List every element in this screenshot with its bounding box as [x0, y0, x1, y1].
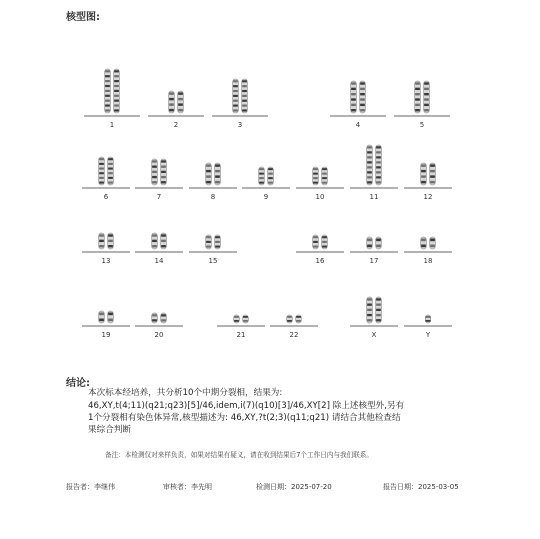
- chromosome-band: [233, 105, 238, 107]
- chromosome-band: [367, 239, 372, 242]
- chromosome-band: [215, 164, 220, 166]
- chromosome-label: Y: [425, 331, 431, 339]
- chromosome-band: [426, 316, 431, 318]
- karyotype-heading: 核型图:: [66, 12, 100, 23]
- chromosome-band: [152, 245, 157, 247]
- chromosome-band: [215, 175, 220, 177]
- chromosome-band: [351, 98, 356, 100]
- chromosome-band: [242, 95, 247, 97]
- chromatid: [108, 157, 114, 185]
- chromosome-band: [367, 146, 372, 148]
- chromosome-band: [152, 166, 157, 168]
- chromosome-band: [99, 245, 104, 247]
- chromosome-band: [233, 109, 238, 111]
- chromosome-band: [233, 90, 238, 92]
- chromosome-band: [99, 182, 104, 184]
- chromosome-band: [108, 158, 113, 160]
- chromosome-band: [376, 181, 381, 183]
- chromosome-band: [367, 298, 372, 300]
- chromosome-label: 21: [236, 331, 246, 339]
- chromosome-13: [82, 233, 130, 265]
- chromosome-band: [108, 234, 113, 236]
- chromosome-band: [430, 181, 435, 183]
- chromosome-band: [376, 298, 381, 300]
- chromosome-band: [376, 304, 381, 306]
- chromosome-band: [313, 182, 318, 184]
- chromosome-band: [152, 171, 157, 173]
- chromosome-label: 10: [315, 193, 325, 201]
- chromosome-band: [243, 316, 248, 318]
- chromosome-band: [99, 158, 104, 160]
- chromosome-band: [99, 313, 104, 316]
- chromatid: [99, 157, 105, 185]
- chromosome-band: [296, 316, 301, 318]
- chromosome-band: [376, 156, 381, 158]
- chromosome-band: [108, 240, 113, 242]
- chromosome-band: [367, 161, 372, 163]
- chromosome-6: [82, 157, 130, 201]
- chromosome-band: [360, 98, 365, 100]
- chromosome-band: [242, 90, 247, 92]
- chromosome-band: [99, 168, 104, 170]
- chromosome-band: [161, 240, 166, 242]
- chromosome-band: [322, 168, 327, 170]
- chromosome-band: [169, 98, 174, 100]
- chromosome-band: [415, 98, 420, 100]
- chromosome-band: [108, 168, 113, 170]
- chromosome-band: [421, 245, 426, 248]
- chromosome-4: [330, 81, 386, 129]
- chromosome-band: [367, 181, 372, 183]
- chromosome-band: [108, 313, 113, 316]
- chromosome-band: [215, 236, 220, 238]
- chromosome-band: [367, 156, 372, 158]
- reporter-field: 报告者：李继伟: [66, 483, 115, 491]
- chromosome-band: [178, 98, 183, 100]
- chromosome-band: [108, 163, 113, 165]
- chromosome-band: [152, 234, 157, 236]
- chromosome-band: [259, 182, 264, 184]
- chromosome-band: [242, 85, 247, 87]
- chromosome-band: [215, 170, 220, 172]
- chromosome-band: [268, 182, 273, 184]
- chromosome-label: 14: [154, 257, 164, 265]
- chromosome-band: [424, 88, 429, 90]
- chromosome-band: [430, 239, 435, 242]
- chromosome-band: [206, 246, 211, 248]
- chromosome-band: [108, 172, 113, 174]
- chromosome-band: [376, 161, 381, 163]
- chromosome-label: 11: [369, 193, 379, 201]
- chromosome-band: [313, 241, 318, 243]
- chromosome-band: [152, 160, 157, 162]
- chromosome-band: [234, 316, 239, 318]
- chromosome-band: [105, 90, 110, 92]
- chromosome-band: [152, 176, 157, 178]
- chromosome-band: [421, 175, 426, 177]
- chromosome-band: [161, 176, 166, 178]
- chromosome-label: 8: [210, 193, 216, 201]
- chromosome-band: [259, 168, 264, 170]
- chromosome-band: [376, 314, 381, 316]
- chromosome-label: 6: [103, 193, 109, 201]
- chromosome-label: 18: [423, 257, 433, 265]
- chromosome-label: 4: [355, 121, 361, 129]
- chromosome-band: [234, 320, 239, 322]
- chromosome-band: [161, 171, 166, 173]
- chromosome-band: [108, 245, 113, 247]
- conclusion-line-1: 本次标本经培养，共分析10个中期分裂相，结果为:: [88, 388, 283, 398]
- chromosome-16: [296, 235, 344, 265]
- chromosome-band: [360, 82, 365, 84]
- chromosome-1: [84, 69, 140, 129]
- chromosome-band: [105, 75, 110, 77]
- chromosome-band: [313, 236, 318, 238]
- chromosome-9: [242, 167, 290, 201]
- chromosome-band: [233, 100, 238, 102]
- chromosome-band: [376, 319, 381, 321]
- chromosome-band: [376, 309, 381, 311]
- chromosome-band: [376, 166, 381, 168]
- chromosome-band: [242, 100, 247, 102]
- chromosome-band: [322, 173, 327, 175]
- chromosome-band: [424, 98, 429, 100]
- chromosome-band: [421, 239, 426, 242]
- chromosome-band: [287, 316, 292, 318]
- chromosome-band: [99, 172, 104, 174]
- chromosome-band: [108, 319, 113, 322]
- chromosome-band: [421, 170, 426, 172]
- chromosome-band: [376, 239, 381, 242]
- chromatid: [376, 145, 382, 185]
- chromosome-band: [215, 246, 220, 248]
- chromosome-band: [152, 181, 157, 183]
- chromosome-band: [206, 164, 211, 166]
- chromosome-band: [268, 168, 273, 170]
- chromosome-band: [161, 234, 166, 236]
- chromosome-band: [161, 314, 166, 316]
- chromosome-band: [322, 236, 327, 238]
- chromatid: [360, 81, 366, 113]
- chromosome-band: [367, 309, 372, 311]
- chromosome-band: [178, 109, 183, 111]
- conclusion-heading: 结论:: [66, 378, 90, 389]
- chromosome-label: 12: [423, 193, 433, 201]
- chromosome-band: [376, 245, 381, 248]
- chromosome-band: [322, 241, 327, 243]
- chromosome-band: [161, 245, 166, 247]
- chromosome-band: [114, 109, 119, 111]
- chromosome-band: [430, 245, 435, 248]
- chromosome-band: [296, 320, 301, 322]
- chromosome-band: [367, 314, 372, 316]
- chromosome-2: [148, 91, 204, 129]
- chromosome-band: [259, 173, 264, 175]
- chromosome-label: 19: [101, 331, 111, 339]
- chromosome-band: [360, 88, 365, 90]
- chromosome-x: [350, 297, 398, 339]
- chromosome-label: 16: [315, 257, 325, 265]
- chromosome-band: [105, 70, 110, 72]
- chromosome-label: 22: [289, 331, 299, 339]
- chromosome-band: [322, 246, 327, 248]
- chromosome-5: [394, 81, 450, 129]
- chromosome-band: [114, 85, 119, 87]
- chromosome-band: [367, 176, 372, 178]
- chromosome-band: [99, 163, 104, 165]
- chromosome-band: [105, 104, 110, 106]
- chromatid: [351, 81, 357, 113]
- chromosome-label: 13: [101, 257, 111, 265]
- chromosome-band: [169, 109, 174, 111]
- chromosome-band: [161, 166, 166, 168]
- chromosome-band: [351, 93, 356, 95]
- chromosome-band: [206, 241, 211, 243]
- chromosome-band: [424, 109, 429, 111]
- chromosome-12: [404, 163, 452, 201]
- disclaimer-note: 备注：本检测仅对来样负责，如果对结果有疑义，请在收到结果后7个工作日内与我们联系。: [105, 451, 373, 459]
- conclusion-line-4: 果综合判断: [88, 425, 131, 435]
- chromosome-band: [206, 175, 211, 177]
- chromosome-band: [351, 109, 356, 111]
- chromosome-y: [404, 315, 452, 339]
- chromosome-band: [367, 166, 372, 168]
- chromosome-19: [82, 311, 130, 339]
- chromosome-band: [114, 104, 119, 106]
- chromosome-band: [376, 146, 381, 148]
- chromosome-band: [322, 177, 327, 179]
- chromosome-band: [313, 168, 318, 170]
- chromosome-band: [259, 177, 264, 179]
- chromosome-band: [178, 92, 183, 94]
- chromosome-band: [114, 100, 119, 102]
- chromosome-band: [424, 82, 429, 84]
- chromosome-band: [99, 240, 104, 242]
- chromatid: [415, 81, 421, 113]
- chromosome-14: [135, 233, 183, 265]
- chromosome-band: [233, 95, 238, 97]
- chromosome-18: [404, 237, 452, 265]
- chromosome-band: [152, 240, 157, 242]
- chromosome-band: [242, 80, 247, 82]
- chromosome-band: [360, 109, 365, 111]
- chromosome-band: [268, 173, 273, 175]
- chromosome-band: [376, 171, 381, 173]
- chromosome-band: [351, 88, 356, 90]
- test-date-field: 检测日期：2025-07-20: [256, 483, 332, 491]
- chromosome-band: [99, 177, 104, 179]
- chromosome-band: [415, 93, 420, 95]
- chromosome-band: [376, 151, 381, 153]
- chromosome-band: [367, 245, 372, 248]
- chromosome-band: [169, 92, 174, 94]
- chromosome-10: [296, 167, 344, 201]
- chromosome-15: [189, 235, 237, 265]
- chromosome-band: [415, 104, 420, 106]
- chromosome-band: [351, 104, 356, 106]
- chromosome-band: [421, 164, 426, 166]
- chromosome-band: [313, 173, 318, 175]
- chromosome-band: [367, 304, 372, 306]
- chromosome-band: [99, 319, 104, 322]
- chromosome-band: [105, 95, 110, 97]
- chromosome-band: [287, 320, 292, 322]
- chromosome-11: [350, 145, 398, 201]
- chromosome-band: [206, 236, 211, 238]
- chromosome-3: [212, 79, 268, 129]
- chromosome-label: 3: [237, 121, 243, 129]
- chromosome-band: [313, 246, 318, 248]
- chromosome-band: [114, 80, 119, 82]
- chromosome-band: [426, 320, 431, 322]
- chromosome-band: [424, 93, 429, 95]
- chromosome-band: [233, 85, 238, 87]
- chromosome-band: [430, 164, 435, 166]
- chromosome-band: [268, 177, 273, 179]
- chromosome-band: [105, 109, 110, 111]
- chromosome-band: [215, 181, 220, 183]
- chromosome-band: [376, 176, 381, 178]
- chromosome-band: [322, 182, 327, 184]
- chromosome-band: [108, 177, 113, 179]
- chromosome-label: 20: [154, 331, 164, 339]
- chromosome-label: 2: [173, 121, 179, 129]
- chromosome-band: [108, 182, 113, 184]
- chromosome-band: [421, 181, 426, 183]
- conclusion-line-3: 1个分裂相有染色体异常,核型描述为: 46,XY,?t(2;3)(q11;q21) 请结合其他检查结: [88, 413, 401, 423]
- chromosome-band: [430, 175, 435, 177]
- chromosome-21: [217, 315, 265, 339]
- chromosome-17: [350, 237, 398, 265]
- chromosome-band: [430, 170, 435, 172]
- conclusion-line-2: 46,XY,t(4;11)(q21;q23)[5]/46,idem,i(7)(q10)[3]/46,XY[2] 除上述核型外,另有: [88, 401, 405, 411]
- chromosome-band: [178, 103, 183, 105]
- chromosome-band: [206, 170, 211, 172]
- chromosome-label: 9: [263, 193, 269, 201]
- reviewer-field: 审核者：李先明: [163, 483, 212, 491]
- chromosome-label: 1: [109, 121, 115, 129]
- chromosome-band: [424, 104, 429, 106]
- chromosome-band: [105, 100, 110, 102]
- chromosome-band: [105, 80, 110, 82]
- chromosome-band: [415, 82, 420, 84]
- chromosome-band: [313, 177, 318, 179]
- chromosome-band: [242, 109, 247, 111]
- chromatid: [367, 145, 373, 185]
- chromosome-band: [360, 93, 365, 95]
- chromosome-band: [114, 95, 119, 97]
- chromosome-band: [415, 109, 420, 111]
- chromosome-22: [270, 315, 318, 339]
- chromosome-label: 17: [369, 257, 379, 265]
- report-date-field: 报告日期：2025-03-05: [383, 483, 459, 491]
- chromosome-band: [161, 181, 166, 183]
- chromosome-label: 7: [156, 193, 162, 201]
- chromosome-7: [135, 159, 183, 201]
- chromosome-label: 5: [419, 121, 425, 129]
- chromosome-band: [215, 241, 220, 243]
- chromosome-band: [367, 151, 372, 153]
- chromosome-band: [114, 70, 119, 72]
- chromatid: [424, 81, 430, 113]
- chromosome-label: X: [371, 331, 377, 339]
- chromosome-label: 15: [208, 257, 218, 265]
- chromosome-band: [367, 319, 372, 321]
- chromosome-band: [242, 105, 247, 107]
- chromosome-band: [415, 88, 420, 90]
- chromosome-band: [367, 171, 372, 173]
- chromosome-band: [99, 234, 104, 236]
- chromosome-band: [105, 85, 110, 87]
- chromosome-band: [152, 314, 157, 316]
- chromosome-band: [152, 319, 157, 321]
- chromosome-band: [161, 319, 166, 321]
- chromosome-band: [360, 104, 365, 106]
- chromosome-band: [351, 82, 356, 84]
- chromosome-band: [161, 160, 166, 162]
- chromosome-band: [169, 103, 174, 105]
- chromosome-8: [189, 163, 237, 201]
- chromosome-band: [233, 80, 238, 82]
- chromosome-band: [114, 75, 119, 77]
- chromosome-band: [206, 181, 211, 183]
- chromosome-20: [135, 313, 183, 339]
- chromosome-band: [243, 320, 248, 322]
- chromosome-band: [114, 90, 119, 92]
